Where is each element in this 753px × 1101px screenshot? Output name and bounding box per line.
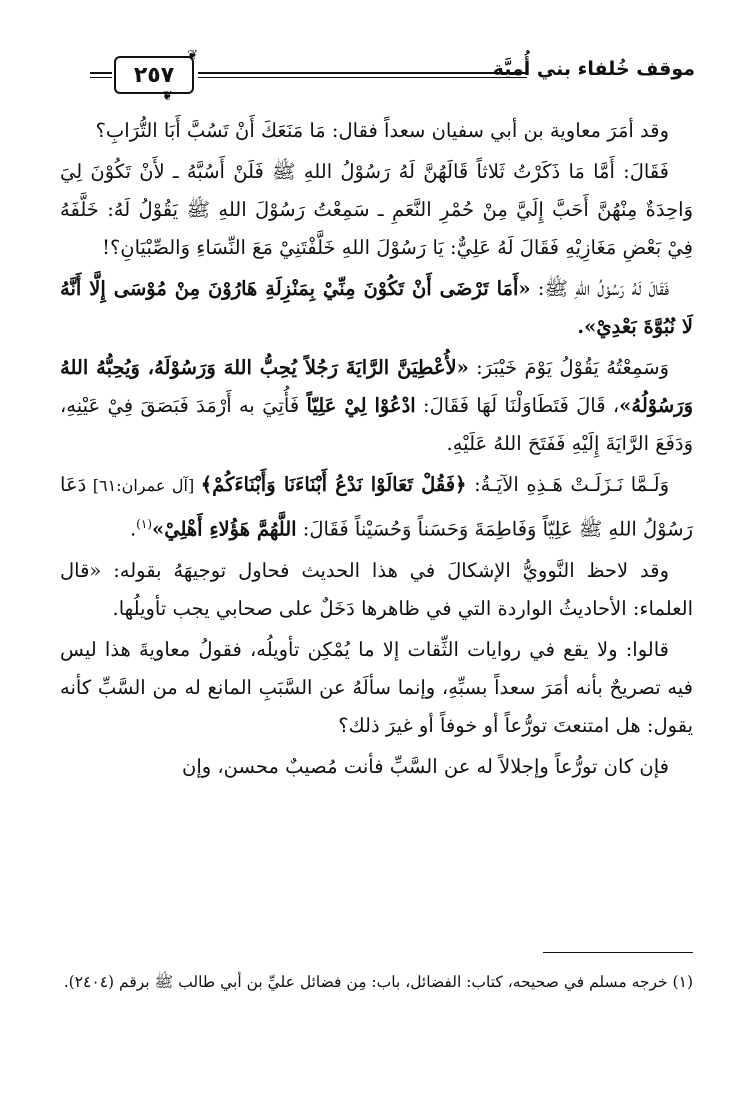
page-header (90, 56, 695, 100)
paragraph-2: فَقَالَ: أَمَّا مَا ذَكَرْتُ ثَلاثاً قَالَهُنَّ لَهُ رَسُوْلُ اللهِ ﷺ فَلَنْ أَسُبَّهُ ـ لأَنْ تَكُوْنَ لِيَ وَاحِدَةٌ مِنْهُنَّ أَحَبَّ إِلَيَّ مِنْ حُمْرِ النَّعَمِ ـ سَمِعْتُ رَسُوْلَ اللهِ ﷺ يَقُوْلُ لَهُ: خَلَّفَهُ فِيْ بَعْضِ مَغَازِيْهِ فَقَالَ لَهُ عَلِيٌّ: يَا رَسُوْلَ اللهِ خَلَّفْتَنِيْ مَعَ النِّسَاءِ وَالصِّبْيَانِ؟! (60, 160, 693, 259)
footnote-marker[interactable]: (١) (136, 517, 152, 531)
p5-end: . (129, 517, 137, 541)
footnote-separator (543, 952, 693, 953)
p3-lead: فَقَالَ لَهُ رَسُوْلُ اللهِ ﷺ: (530, 277, 669, 300)
footnote (60, 966, 693, 998)
quran-verse: ﴿فَقُلْ تَعَالَوْا نَدْعُ أَبْنَاءَنَا وَأَبْنَاءَكُمْ﴾ (200, 473, 467, 496)
running-title: موقف خُلفاء بني أُميَّة (492, 58, 695, 80)
paragraph-6: وقد لاحظ النَّوويُّ الإشكالَ في هذا الحديث فحاول توجيهَهُ بقوله: «قال العلماء: الأحاديثُ الواردة التي في ظاهرها دَخَلٌ على صحابي يجب تأويلُها. (60, 558, 693, 620)
paragraph-1: وقد أمَرَ معاوية بن أبي سفيان سعداً فقال: مَا مَنَعَكَ أَنْ تَسُبَّ أَبَا التُّرَابِ؟ (95, 119, 669, 142)
p5-mid: دَعَا رَسُوْلُ اللهِ ﷺ عَلِيّاً وَفَاطِمَةَ وَحَسَناً وَحُسَيْناً فَقَالَ: (60, 473, 693, 541)
hadith-quote-ali: ادْعُوْا لِيْ عَلِيّاً (306, 394, 416, 417)
footnote-number: (١) (672, 973, 693, 991)
hadith-quote-manzila: «أَمَا تَرْضَى أَنْ تَكُوْنَ مِنِّيْ بِمَنْزِلَةِ هَارُوْنَ مِنْ مُوْسَى إِلَّا أَنَّهُ لَا نُبُوَّةَ بَعْدِيْ». (60, 277, 693, 338)
hadith-quote-ahli: اللَّهُمَّ هَؤُلاءِ أَهْلِيْ» (152, 517, 297, 541)
hadith-quote-raya: «لأُعْطِيَنَّ الرَّايَةَ رَجُلاً يُحِبُّ اللهَ وَرَسُوْلَهُ، وَيُحِبُّهُ اللهُ وَرَسُوْلُهُ» (60, 356, 694, 417)
p4-tail: فَأُتِيَ به أَرْمَدَ فَبَصَقَ فِيْ عَيْنِهِ، وَدَفَعَ الرَّايَةَ إِلَيْهِ فَفَتَحَ اللهُ عَلَيْهِ. (60, 394, 693, 455)
p5-lead: وَلَـمَّا نَـزَلَـتْ هَـذِهِ الآيَـةُ: (466, 473, 670, 496)
header-rule-left (90, 72, 112, 78)
paragraph-7: قالوا: ولا يقع في روايات الثِّقات إلا ما يُمْكِن تأويلُه، فقولُ معاويةَ هذا ليس فيه تصريحٌ بأنه أمَرَ سعداً بسبِّهِ، وإنما سألَهُ عن السَّبَبِ المانع له من السَّبِّ كأنه يقول: هل امتنعتَ تورُّعاً أو خوفاً أو غيرَ ذلك؟ (60, 637, 693, 737)
paragraph-4 (60, 349, 693, 463)
paragraph-8: فإن كان تورُّعاً وإجلالاً له عن السَّبِّ فأنت مُصيبٌ محسن، وإن (182, 754, 669, 778)
header-rule (198, 72, 527, 78)
body-text (60, 112, 693, 789)
p4-mid: ، قَالَ فَتَطَاوَلْنَا لَهَا فَقَالَ: (415, 394, 620, 417)
verse-reference: [آل عمران:٦١] (86, 476, 201, 495)
paragraph-3 (60, 270, 693, 346)
paragraph-5 (60, 466, 693, 549)
footnote-text: خرجه مسلم في صحيحه، كتاب: الفضائل، باب: مِن فضائل عليِّ بن أبي طالب ﷺ برقم (٢٤٠٤). (63, 973, 668, 991)
page-number: ❦ ٢٥٧ (133, 62, 175, 88)
p4-lead: وَسَمِعْتُهُ يَقُوْلُ يَوْمَ خَيْبَرَ: (468, 356, 669, 379)
page-number-badge (114, 56, 194, 94)
